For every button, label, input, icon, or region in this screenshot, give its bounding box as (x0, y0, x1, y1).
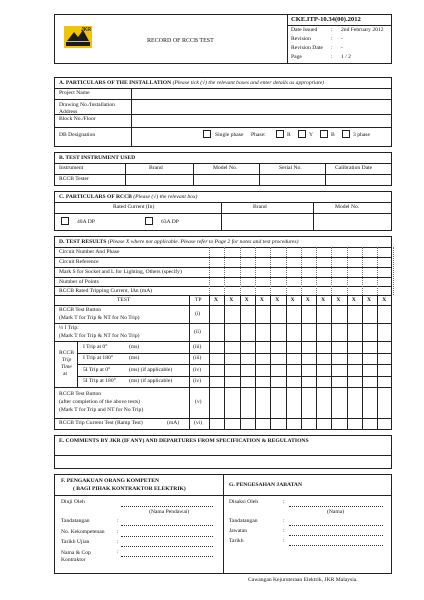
field-tarikh-ujian: Tarikh Ujian (61, 539, 90, 545)
nama-cop-input[interactable] (121, 556, 213, 557)
field-tandatangan-f: Tandatangan (61, 518, 90, 524)
revision-value: - (341, 36, 343, 42)
field-diuji-oleh: Diuji Oleh (61, 499, 85, 505)
revision-date-value: - (341, 45, 343, 51)
trip-row-1: I Trip at 0° (83, 344, 108, 350)
trip-row-2: I Trip at 180° (83, 355, 114, 361)
x-mark: X (351, 297, 356, 303)
field-disaksi-oleh: Disaksi Oleh (229, 499, 259, 505)
nama-caption: (Nama) (327, 509, 345, 515)
rccb-trip-time-label: RCCB (59, 350, 74, 356)
section-comments (54, 435, 392, 469)
section-test-instrument (54, 152, 392, 186)
trip-row-3: 5I Trip at 0° (83, 367, 111, 373)
document-title: RECORD OF RCCB TEST (147, 38, 214, 44)
disaksi-oleh-input[interactable] (289, 506, 383, 507)
x-mark: X (290, 297, 295, 303)
info-rated-tripping: RCCB Rated Tripping Current, IΔn (mA) (59, 288, 153, 294)
footer-text: Cawangan Kejuruteraan Elektrik, JKR Malaysia. (248, 577, 358, 583)
test-half-trip: ½ I Trip: (59, 325, 79, 331)
document-header: JKR RECORD OF RCCB TEST CKE.ITP-10.34(00).2012 Date Issued : 2nd February 2012 Revision : - Revision Date : - Page : 1 / 2 (54, 14, 392, 64)
tandatangan-f-input[interactable] (121, 525, 213, 526)
section-c-header: C. PARTICULARS OF RCCB (Please (√) the relevant box) (55, 192, 391, 203)
x-mark: X (382, 297, 387, 303)
phase-b-checkbox[interactable] (320, 130, 328, 138)
x-mark: X (259, 297, 264, 303)
x-mark: X (214, 297, 219, 303)
section-rccb-particulars: C. PARTICULARS OF RCCB (Please (√) the relevant box) Rated Current (In) Brand Model No. 40A DP 63A DP (54, 191, 392, 231)
col-calibration: Calibration Date (335, 165, 373, 171)
field-tandatangan-g: Tandatangan (229, 518, 258, 524)
tp-1: (i) (195, 311, 201, 317)
col-rated-current: Rated Current (In) (113, 204, 155, 210)
trip-row-4: 5I Trip at 180° (83, 378, 116, 384)
test-button-2: RCCB Test Button (59, 391, 102, 397)
section-g-title: G. PENGESAHAN JABATAN (229, 482, 302, 488)
col-tp: TP (195, 297, 202, 303)
section-b-header: B. TEST INSTRUMENT USED (55, 153, 391, 164)
info-circuit-reference: Circuit Reference (59, 259, 99, 265)
tarikh-input[interactable] (289, 545, 383, 546)
field-jawatan: Jawatan (229, 528, 248, 534)
col-instrument: Instrument (59, 165, 84, 171)
tandatangan-g-input[interactable] (289, 525, 383, 526)
section-test-results: D. TEST RESULTS (Please X where not applicable. Please refer to Page 2 for notes and test procedures) X X X X X X X X X X X X Circuit Number And Phase Circuit Reference Mark S for Socket and L for Lighting, Others (specify) Number of Points RCCB Rated Tripping Current, IΔn (mA) TEST TP RCCB Test Button (Mark T for Trip & NT for No Trip) ½ I Trip: (Mark T for Trip & NT for No Trip) RCCB Trip Time at I Trip at 0° (ms) I Trip at 180° (ms) 5I Trip at 0° (ms) (if applicable) 5I Trip at 180° (ms) (if applicable) RCCB Test Button (after completion of the above tests) (Mark T for Trip and NT for No Trip) RCCB Trip Current Test (Ramp Test) (mA) (i) (ii) (iii) (iii) (iv) (iv) (v) (vi) (54, 236, 392, 430)
comments-area[interactable] (57, 456, 387, 468)
tp-2: (ii) (194, 329, 201, 335)
col-rccb-brand: Brand (253, 204, 267, 210)
section-installation: A. PARTICULARS OF THE INSTALLATION (Please tick (√) the relevant boxes and enter details as appropriate) Project Name Drawing No./Installation Address Block No./Floor DB Designation Single phase Phase: R Y B 3 phase (54, 77, 392, 147)
col-rccb-model: Model No. (335, 204, 360, 210)
section-a-header: A. PARTICULARS OF THE INSTALLATION (Please tick (√) the relevant boxes and enter details as appropriate) (55, 78, 391, 89)
info-number-of-points: Number of Points (59, 279, 99, 285)
tarikh-ujian-input[interactable] (121, 546, 213, 547)
info-circuit-number: Circuit Number And Phase (59, 249, 120, 255)
field-drawing-no: Drawing No./Installation Address (59, 102, 115, 115)
tp-4: (iii) (193, 355, 202, 361)
nama-pendawai-caption: (Nama Pendawai) (149, 509, 190, 515)
x-mark: X (367, 297, 372, 303)
x-mark: X (321, 297, 326, 303)
field-no-kekompetenan: No. Kekompetenan (61, 529, 105, 535)
tp-5: (iv) (193, 367, 202, 373)
x-mark: X (275, 297, 280, 303)
col-model: Model No. (213, 165, 238, 171)
col-test: TEST (117, 297, 131, 303)
logo-text: JKR (81, 27, 92, 33)
field-db-designation: DB Designation (59, 132, 96, 138)
field-block-floor: Block No./Floor (59, 116, 96, 122)
document-code: CKE.ITP-10.34(00).2012 (291, 16, 361, 23)
test-button-1: RCCB Test Button (59, 307, 102, 313)
diuji-oleh-input[interactable] (121, 506, 213, 507)
single-phase-checkbox[interactable] (203, 130, 211, 138)
section-f-subtitle: ( BAGI PIHAK KONTRAKTOR ELEKTRIK) (73, 486, 186, 492)
field-nama-cop: Nama & Cop Kontraktor (61, 550, 91, 563)
section-d-header: D. TEST RESULTS (Please X where not applicable. Please refer to Page 2 for notes and test procedures) (55, 237, 391, 248)
field-tarikh: Tarikh (229, 538, 244, 544)
jkr-logo (64, 26, 92, 48)
no-kekompetenan-input[interactable] (121, 536, 213, 537)
date-issued-value: 2nd February 2012 (341, 27, 384, 33)
rated-40a-checkbox[interactable] (61, 217, 69, 225)
x-mark: X (336, 297, 341, 303)
meta-label: Revision Date (291, 45, 323, 51)
rated-63a-checkbox[interactable] (145, 217, 153, 225)
meta-label: Revision (291, 36, 311, 42)
tp-3: (iii) (193, 344, 202, 350)
tp-8: (vi) (194, 420, 203, 426)
x-mark: X (244, 297, 249, 303)
x-mark: X (305, 297, 310, 303)
phase-r-checkbox[interactable] (276, 130, 284, 138)
phase-y-checkbox[interactable] (298, 130, 306, 138)
x-mark: X (229, 297, 234, 303)
page-value: 1 / 2 (341, 54, 351, 60)
section-e-header: E. COMMENTS BY JKR (IF ANY) AND DEPARTURES FROM SPECIFICATION & REGULATIONS (59, 438, 309, 444)
section-f-title: F. PENGAKUAN ORANG KOMPETEN (61, 478, 159, 484)
info-mark-socket: Mark S for Socket and L for Lighting, Others (specify) (59, 269, 182, 275)
field-project-name: Project Name (59, 90, 90, 96)
col-serial: Serial No. (279, 165, 302, 171)
test-ramp: RCCB Trip Current Test (Ramp Test) (59, 420, 143, 426)
row-rccb-tester: RCCB Tester (59, 176, 89, 182)
tp-7: (v) (195, 399, 202, 405)
meta-label: Page (291, 54, 302, 60)
tp-6: (iv) (193, 378, 202, 384)
three-phase-checkbox[interactable] (342, 130, 350, 138)
col-brand: Brand (149, 165, 163, 171)
section-signatures: F. PENGAKUAN ORANG KOMPETEN ( BAGI PIHAK KONTRAKTOR ELEKTRIK) G. PENGESAHAN JABATAN Diuji Oleh (Nama Pendawai) Tandatangan : No. Kekompetenan : Tarikh Ujian : Nama & Cop Kontraktor : Disaksi Oleh : (Nama) Tandatangan : Jawatan : Tarikh : (54, 474, 392, 574)
jawatan-input[interactable] (289, 535, 383, 536)
meta-label: Date Issued (291, 27, 318, 33)
